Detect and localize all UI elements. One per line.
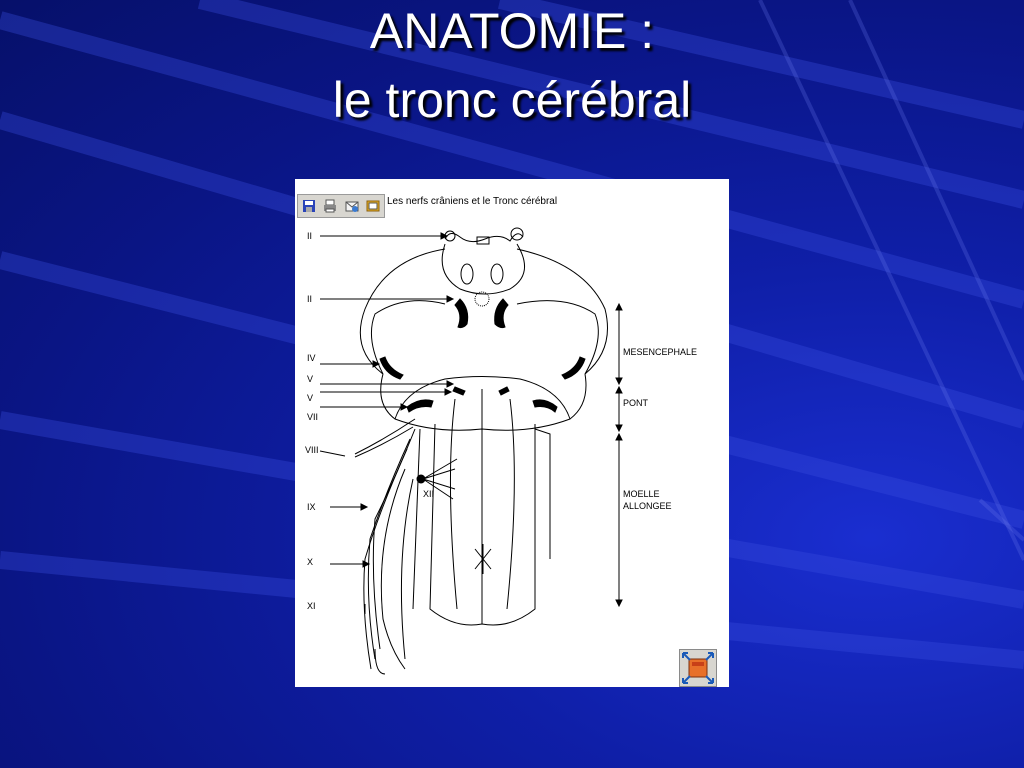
save-icon[interactable]	[301, 198, 317, 214]
nerve-label-VII: VII	[307, 412, 319, 422]
brainstem-figure	[295, 179, 729, 687]
region-label-moelle-line1: MOELLE	[623, 489, 660, 499]
region-label-mesencephale: MESENCEPHALE	[623, 347, 698, 357]
open-icon[interactable]	[365, 198, 381, 214]
figure-caption: Les nerfs crâniens et le Tronc cérébral	[387, 196, 558, 207]
nerve-label-VIII: VIII	[305, 445, 319, 455]
nerve-label-IV: IV	[307, 353, 316, 363]
print-icon[interactable]	[322, 198, 338, 214]
slide-title-line1: ANATOMIE :	[369, 3, 655, 59]
nerve-label-V-a: V	[307, 374, 314, 384]
nerve-label-V-b: V	[307, 393, 314, 403]
expand-icon[interactable]	[679, 649, 717, 687]
region-label-moelle-line2: ALLONGEE	[623, 501, 672, 511]
nerve-label-II-a: II	[307, 231, 313, 241]
region-label-pont: PONT	[623, 398, 649, 408]
figure-toolbar	[297, 194, 385, 218]
nerve-label-IX: IX	[307, 502, 316, 512]
nerve-label-XII: XII	[423, 489, 435, 499]
nerve-label-II-b: II	[307, 294, 313, 304]
email-icon[interactable]	[344, 198, 360, 214]
brainstem-diagram	[295, 179, 729, 687]
nerve-label-XI: XI	[307, 601, 316, 611]
nerve-label-X: X	[307, 557, 314, 567]
slide-title-line2: le tronc cérébral	[332, 72, 692, 128]
